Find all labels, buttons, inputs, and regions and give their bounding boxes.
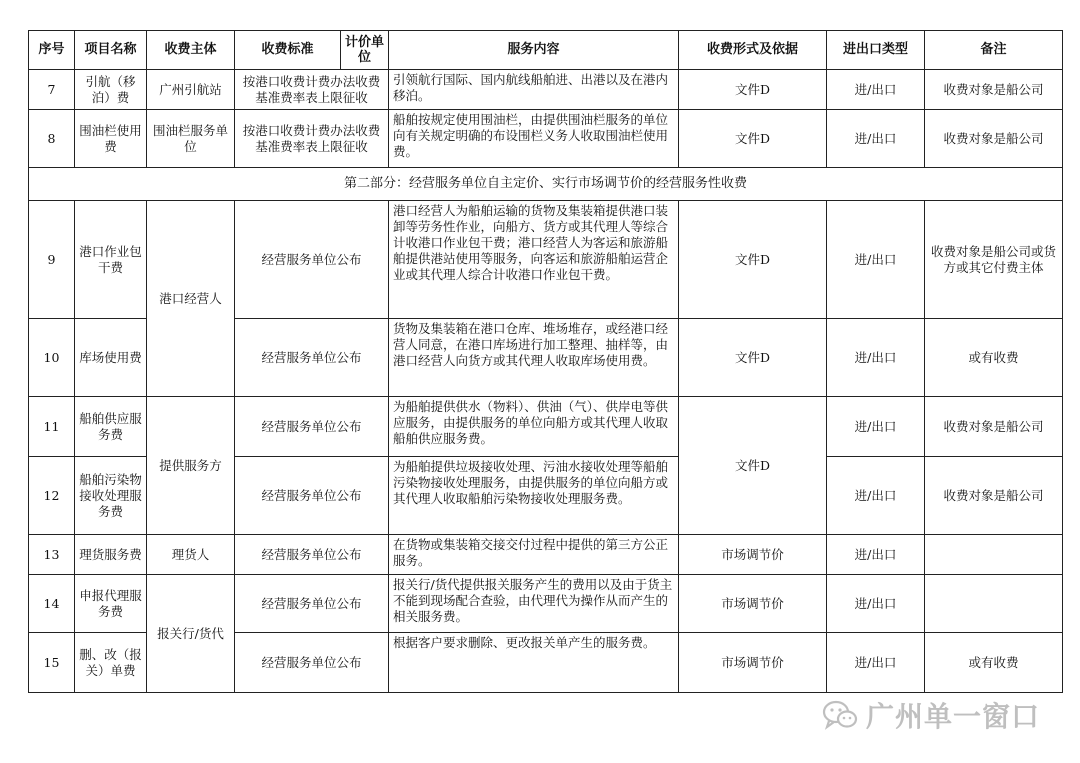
cell-content: 为船舶提供垃圾接收处理、污油水接收处理等船舶污染物接收处理服务，由提供服务的单位向船方或其代理人收取船舶污染物接收处理服务费。 xyxy=(389,457,679,535)
cell-content: 在货物或集装箱交接交付过程中提供的第三方公正服务。 xyxy=(389,535,679,575)
cell-remark: 收费对象是船公司 xyxy=(925,457,1063,535)
cell-form: 文件D xyxy=(679,70,827,110)
header-form: 收费形式及依据 xyxy=(679,31,827,70)
cell-subject: 广州引航站 xyxy=(147,70,235,110)
cell-seq: 8 xyxy=(29,110,75,168)
cell-item: 港口作业包干费 xyxy=(75,201,147,319)
watermark xyxy=(822,692,1040,738)
header-remark: 备注 xyxy=(925,31,1063,70)
table-row xyxy=(29,575,1063,633)
cell-seq: 9 xyxy=(29,201,75,319)
cell-port-type: 进/出口 xyxy=(827,70,925,110)
cell-item: 库场使用费 xyxy=(75,319,147,397)
cell-form: 文件D xyxy=(679,201,827,319)
cell-remark: 或有收费 xyxy=(925,319,1063,397)
section-row xyxy=(29,168,1063,201)
section-title: 第二部分：经营服务单位自主定价、实行市场调节价的经营服务性收费 xyxy=(29,168,1063,201)
header-standard: 收费标准 xyxy=(235,31,341,70)
fee-table xyxy=(28,30,1063,693)
cell-seq: 15 xyxy=(29,633,75,693)
header-subject: 收费主体 xyxy=(147,31,235,70)
table-row xyxy=(29,70,1063,110)
cell-standard: 按港口收费计费办法收费基准费率表上限征收 xyxy=(235,110,389,168)
wechat-icon xyxy=(822,700,858,730)
cell-seq: 10 xyxy=(29,319,75,397)
cell-item: 围油栏使用费 xyxy=(75,110,147,168)
cell-subject: 报关行/货代 xyxy=(147,575,235,693)
cell-item: 申报代理服务费 xyxy=(75,575,147,633)
cell-form: 文件D xyxy=(679,397,827,535)
table-row xyxy=(29,201,1063,319)
cell-standard: 经营服务单位公布 xyxy=(235,457,389,535)
cell-subject: 港口经营人 xyxy=(147,201,235,397)
cell-subject: 围油栏服务单位 xyxy=(147,110,235,168)
cell-remark: 收费对象是船公司 xyxy=(925,110,1063,168)
cell-remark xyxy=(925,535,1063,575)
cell-port-type: 进/出口 xyxy=(827,457,925,535)
cell-item: 船舶污染物接收处理服务费 xyxy=(75,457,147,535)
table-row xyxy=(29,110,1063,168)
cell-standard: 经营服务单位公布 xyxy=(235,633,389,693)
cell-seq: 11 xyxy=(29,397,75,457)
cell-content: 报关行/货代提供报关服务产生的费用以及由于货主不能到现场配合查验，由代理代为操作从而产生的相关服务费。 xyxy=(389,575,679,633)
cell-form: 市场调节价 xyxy=(679,535,827,575)
cell-port-type: 进/出口 xyxy=(827,110,925,168)
cell-seq: 13 xyxy=(29,535,75,575)
watermark-text: 广州单一窗口 xyxy=(866,700,1041,733)
header-item: 项目名称 xyxy=(75,31,147,70)
header-unit-label: 计价单位 xyxy=(344,34,384,65)
cell-content: 货物及集装箱在港口仓库、堆场堆存，或经港口经营人同意，在港口库场进行加工整理、抽样等，由港口经营人向货方或其代理人收取库场使用费。 xyxy=(389,319,679,397)
cell-standard: 经营服务单位公布 xyxy=(235,575,389,633)
cell-content: 船舶按规定使用围油栏，由提供围油栏服务的单位向有关规定明确的布设围栏义务人收取围油栏使用费。 xyxy=(389,110,679,168)
cell-subject: 理货人 xyxy=(147,535,235,575)
cell-standard: 经营服务单位公布 xyxy=(235,319,389,397)
cell-standard: 经营服务单位公布 xyxy=(235,201,389,319)
cell-port-type: 进/出口 xyxy=(827,575,925,633)
cell-item: 引航（移泊）费 xyxy=(75,70,147,110)
cell-form: 文件D xyxy=(679,110,827,168)
cell-standard: 经营服务单位公布 xyxy=(235,397,389,457)
cell-standard: 经营服务单位公布 xyxy=(235,535,389,575)
header-port-type: 进出口类型 xyxy=(827,31,925,70)
table-row xyxy=(29,397,1063,457)
cell-form: 市场调节价 xyxy=(679,575,827,633)
header-unit xyxy=(341,31,389,70)
cell-port-type: 进/出口 xyxy=(827,633,925,693)
cell-content: 根据客户要求删除、更改报关单产生的服务费。 xyxy=(389,633,679,693)
cell-seq: 14 xyxy=(29,575,75,633)
cell-content: 为船舶提供供水（物料）、供油（气）、供岸电等供应服务，由提供服务的单位向船方或其代理人收取船舶供应服务费。 xyxy=(389,397,679,457)
cell-remark xyxy=(925,575,1063,633)
cell-port-type: 进/出口 xyxy=(827,319,925,397)
cell-item: 理货服务费 xyxy=(75,535,147,575)
header-seq: 序号 xyxy=(29,31,75,70)
header-content: 服务内容 xyxy=(389,31,679,70)
cell-port-type: 进/出口 xyxy=(827,397,925,457)
cell-form: 市场调节价 xyxy=(679,633,827,693)
cell-remark: 收费对象是船公司 xyxy=(925,397,1063,457)
cell-form: 文件D xyxy=(679,319,827,397)
header-row xyxy=(29,31,1063,70)
cell-content: 引领航行国际、国内航线船舶进、出港以及在港内移泊。 xyxy=(389,70,679,110)
cell-subject: 提供服务方 xyxy=(147,397,235,535)
cell-port-type: 进/出口 xyxy=(827,201,925,319)
table-row xyxy=(29,535,1063,575)
cell-seq: 12 xyxy=(29,457,75,535)
cell-item: 船舶供应服务费 xyxy=(75,397,147,457)
cell-content: 港口经营人为船舶运输的货物及集装箱提供港口装卸等劳务性作业，向船方、货方或其代理人等综合计收港口作业包干费；港口经营人为客运和旅游船舶提供港站使用等服务，向客运和旅游船舶运营企业或其代理人综合计收港口作业包干费。 xyxy=(389,201,679,319)
cell-standard: 按港口收费计费办法收费基准费率表上限征收 xyxy=(235,70,389,110)
cell-seq: 7 xyxy=(29,70,75,110)
cell-remark: 收费对象是船公司 xyxy=(925,70,1063,110)
cell-port-type: 进/出口 xyxy=(827,535,925,575)
cell-item: 删、改（报关）单费 xyxy=(75,633,147,693)
cell-remark: 收费对象是船公司或货方或其它付费主体 xyxy=(925,201,1063,319)
cell-remark: 或有收费 xyxy=(925,633,1063,693)
